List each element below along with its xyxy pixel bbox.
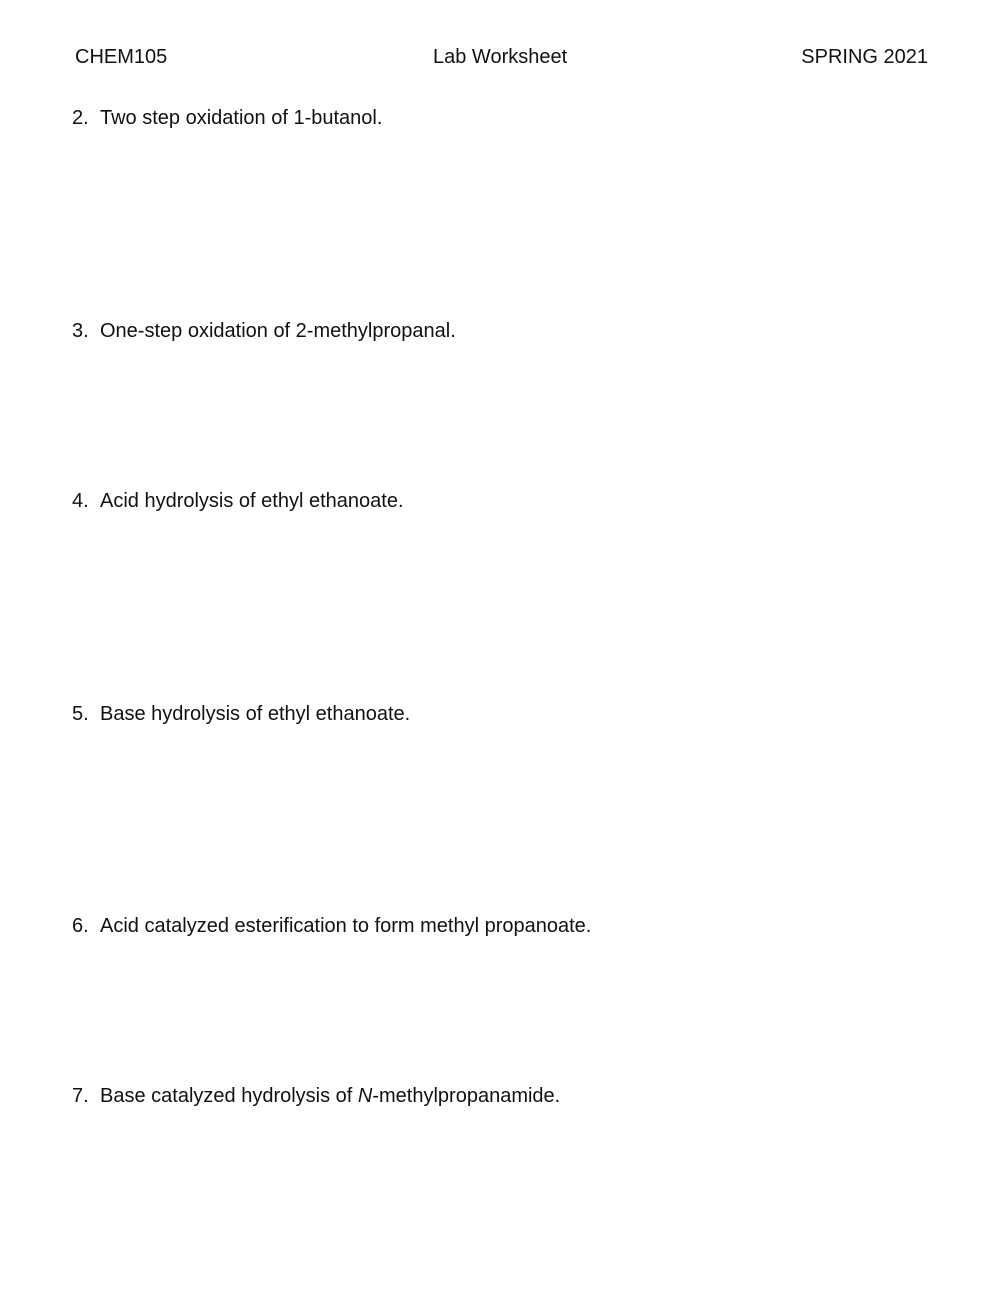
question-number: 5. <box>72 703 89 725</box>
question-2 <box>72 106 382 130</box>
term-label: SPRING 2021 <box>801 46 928 68</box>
course-code: CHEM105 <box>75 46 168 68</box>
question-6 <box>72 914 591 938</box>
question-text: One-step oxidation of 2-methylpropanal. <box>100 320 456 342</box>
question-number: 7. <box>72 1085 89 1107</box>
worksheet-title: Lab Worksheet <box>433 46 568 68</box>
question-4 <box>72 489 404 513</box>
question-5 <box>72 702 410 726</box>
question-7 <box>72 1084 560 1108</box>
question-text: Two step oxidation of 1-butanol. <box>100 107 383 129</box>
question-number: 2. <box>72 107 89 129</box>
question-number: 4. <box>72 490 89 512</box>
question-text: Acid catalyzed esterification to form methyl propanoate. <box>100 915 592 937</box>
question-text-prefix: Base catalyzed hydrolysis of <box>100 1085 358 1107</box>
question-3 <box>72 319 456 343</box>
question-text-suffix: -methylpropanamide. <box>372 1085 561 1107</box>
question-text-italic: N <box>357 1085 373 1107</box>
question-number: 3. <box>72 320 89 342</box>
question-number: 6. <box>72 915 89 937</box>
question-text: Acid hydrolysis of ethyl ethanoate. <box>100 490 404 512</box>
question-text: Base hydrolysis of ethyl ethanoate. <box>100 703 411 725</box>
